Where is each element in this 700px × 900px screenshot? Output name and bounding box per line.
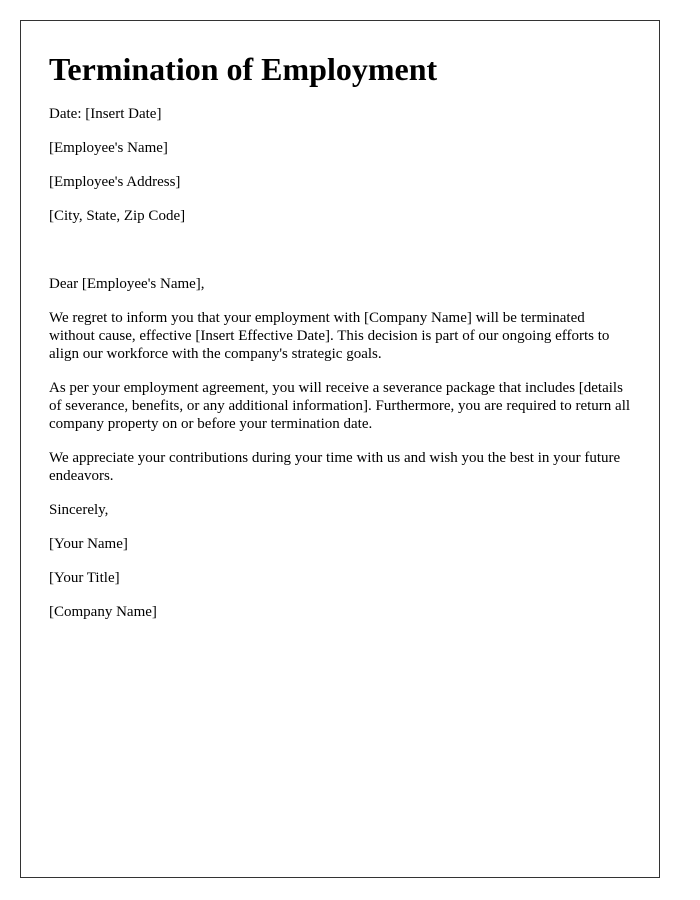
body-paragraph-3: We appreciate your contributions during your time with us and wish you the best in your future endeavors. (49, 450, 621, 484)
body-paragraph-2: As per your employment agreement, you will receive a severance package that includes [details of severance, benefits, or any additional information]. Furthermore, you are required to return all company property on or before your termination date. (49, 380, 631, 432)
closing: Sincerely, (49, 502, 109, 518)
salutation: Dear [Employee's Name], (49, 276, 205, 292)
spacer (49, 241, 631, 275)
employee-name: [Employee's Name] (49, 140, 168, 156)
letter-title: Termination of Employment (49, 51, 438, 87)
company-name: [Company Name] (49, 604, 157, 620)
city-state-zip: [City, State, Zip Code] (49, 208, 186, 224)
employee-address: [Employee's Address] (49, 174, 181, 190)
signer-title: [Your Title] (49, 570, 120, 586)
signer-name: [Your Name] (49, 536, 128, 552)
date-line: Date: [Insert Date] (49, 106, 162, 122)
body-paragraph-1: We regret to inform you that your employment with [Company Name] will be terminated without cause, effective [Insert Effective Date]. This decision is part of our ongoing efforts to align our workforce with the company's strategic goals. (49, 310, 610, 362)
letter-page (20, 20, 660, 878)
